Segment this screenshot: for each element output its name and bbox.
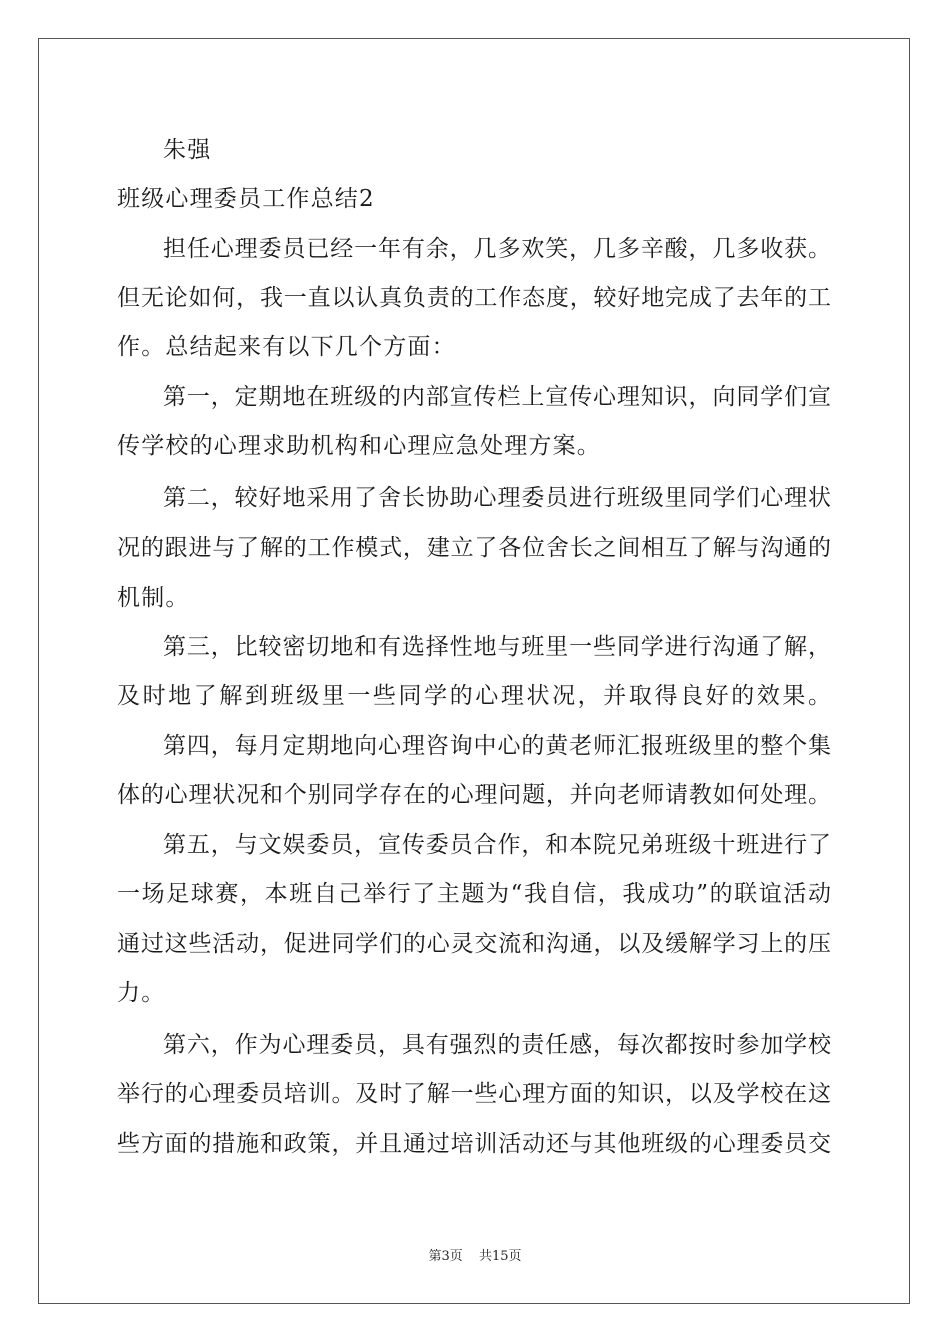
page-footer [0,1249,950,1265]
text-line: 通过这些活动，促进同学们的心灵交流和沟通，以及缓解学习上的压 [117,931,831,957]
page-number: 第3页 [428,1249,463,1264]
text-line: 况的跟进与了解的工作模式，建立了各位舍长之间相互了解与沟通的 [117,535,831,561]
text-line: 传学校的心理求助机构和心理应急处理方案。 [117,433,601,459]
text-line: 作。总结起来有以下几个方面： [117,334,456,360]
signature: 朱强 [163,137,212,163]
section-title: 班级心理委员工作总结2 [117,186,375,212]
text-line: 及时地了解到班级里一些同学的心理状况，并取得良好的效果。 [117,683,831,709]
text-line: 一场足球赛，本班自己举行了主题为“我自信，我成功”的联谊活动 [117,881,831,907]
text-line: 但无论如何，我一直以认真负责的工作态度，较好地完成了去年的工 [117,285,831,311]
page-total: 共15页 [478,1249,522,1264]
text-line: 举行的心理委员培训。及时了解一些心理方面的知识，以及学校在这 [117,1081,831,1107]
text-line: 第四，每月定期地向心理咨询中心的黄老师汇报班级里的整个集 [163,733,831,759]
text-line: 第六，作为心理委员，具有强烈的责任感，每次都按时参加学校 [163,1032,831,1058]
text-line: 体的心理状况和个别同学存在的心理问题，并向老师请教如何处理。 [117,782,831,808]
page-border [38,38,910,1304]
text-line: 担任心理委员已经一年有余，几多欢笑，几多辛酸，几多收获。 [163,236,831,262]
text-line: 第五，与文娱委员，宣传委员合作，和本院兄弟班级十班进行了 [163,832,831,858]
text-line: 第一，定期地在班级的内部宣传栏上宣传心理知识，向同学们宣 [163,384,831,410]
text-line: 第三，比较密切地和有选择性地与班里一些同学进行沟通了解， [163,634,831,660]
text-line: 机制。 [117,585,190,611]
text-line: 力。 [117,980,166,1006]
text-line: 第二，较好地采用了舍长协助心理委员进行班级里同学们心理状 [163,485,831,511]
text-line: 些方面的措施和政策，并且通过培训活动还与其他班级的心理委员交 [117,1131,831,1157]
